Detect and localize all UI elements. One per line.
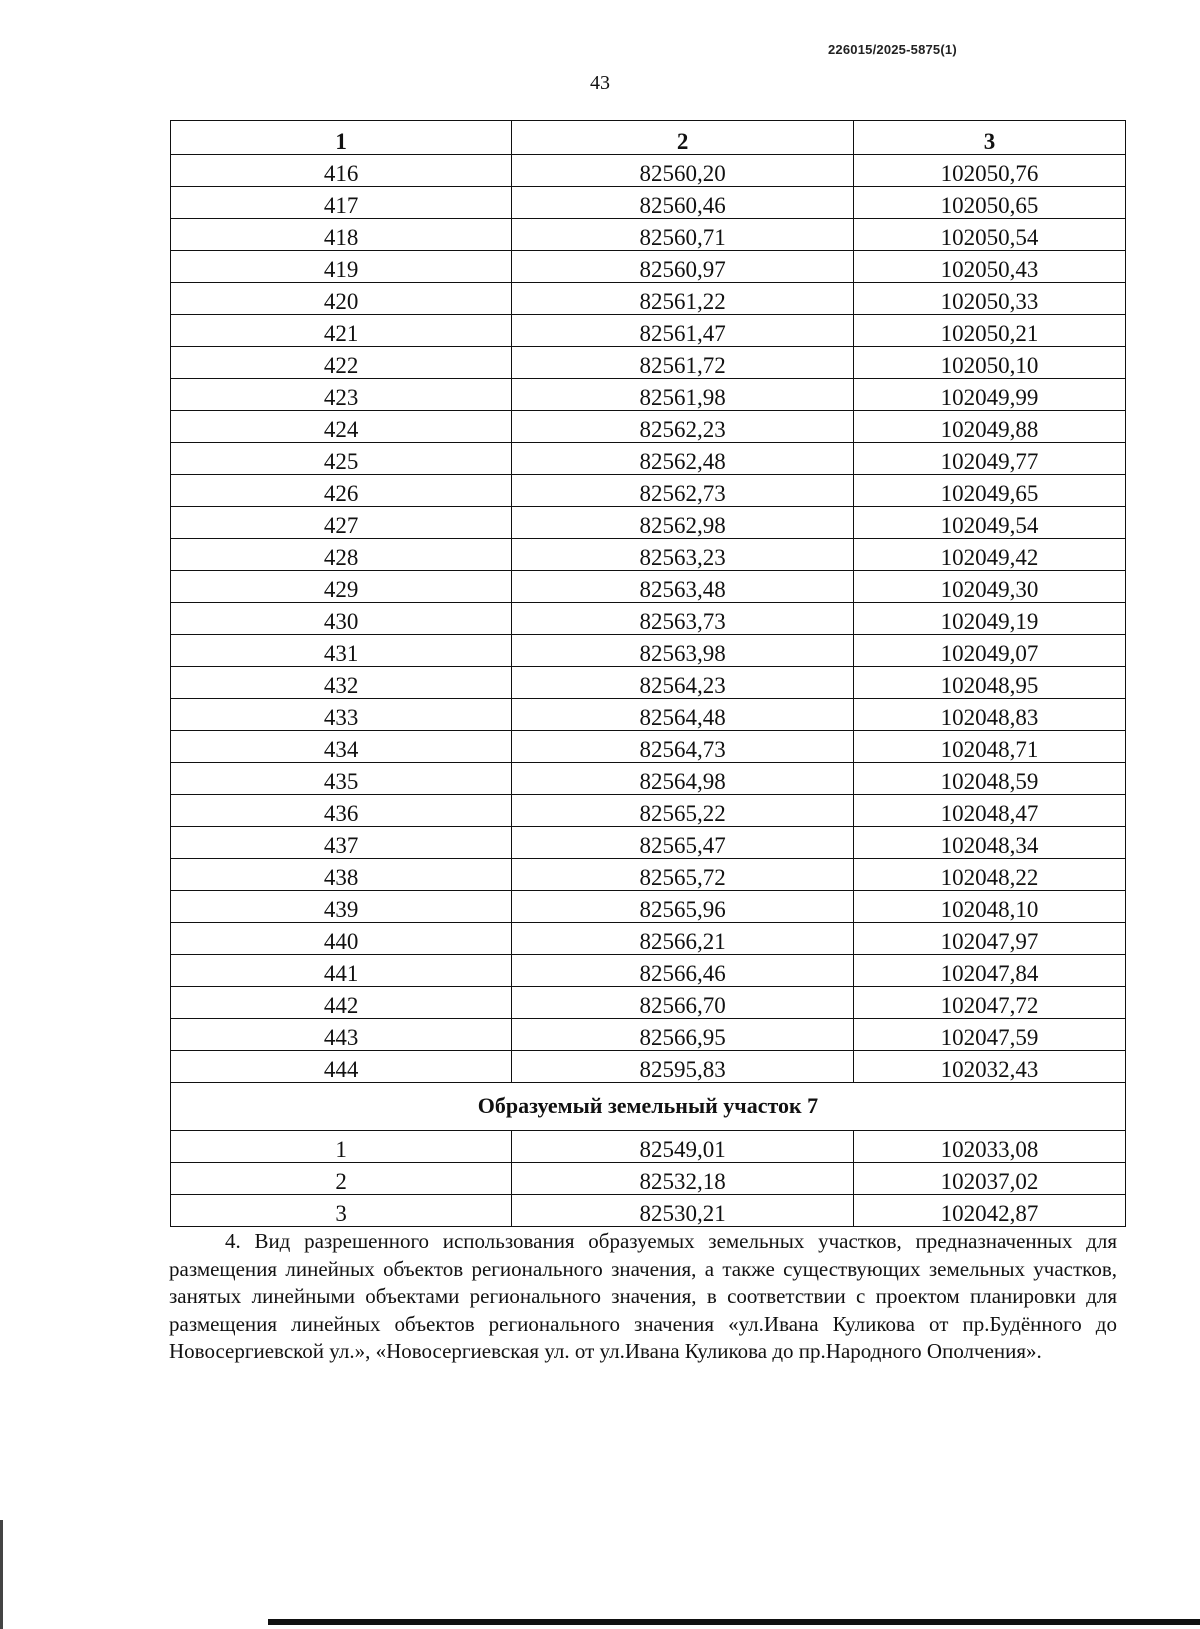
- point-number-cell: 419: [171, 251, 512, 283]
- x-coordinate-cell: 82560,20: [512, 155, 854, 187]
- point-number-cell: 439: [171, 891, 512, 923]
- table-row: [171, 731, 1126, 763]
- column-header-3: 3: [853, 121, 1125, 155]
- x-coordinate-cell: 82561,98: [512, 379, 854, 411]
- x-coordinate-cell: 82566,95: [512, 1019, 854, 1051]
- section-title: Образуемый земельный участок 7: [171, 1083, 1126, 1131]
- y-coordinate-cell: 102042,87: [853, 1195, 1125, 1227]
- y-coordinate-cell: 102050,65: [853, 187, 1125, 219]
- point-number-cell: 438: [171, 859, 512, 891]
- x-coordinate-cell: 82566,21: [512, 923, 854, 955]
- point-number-cell: 440: [171, 923, 512, 955]
- y-coordinate-cell: 102048,95: [853, 667, 1125, 699]
- y-coordinate-cell: 102049,54: [853, 507, 1125, 539]
- point-number-cell: 1: [171, 1131, 512, 1163]
- table-row: [171, 539, 1126, 571]
- y-coordinate-cell: 102049,65: [853, 475, 1125, 507]
- table-row: [171, 219, 1126, 251]
- x-coordinate-cell: 82563,23: [512, 539, 854, 571]
- x-coordinate-cell: 82563,48: [512, 571, 854, 603]
- point-number-cell: 423: [171, 379, 512, 411]
- scan-edge-mark: [0, 1520, 3, 1629]
- table-row: [171, 347, 1126, 379]
- x-coordinate-cell: 82530,21: [512, 1195, 854, 1227]
- table-row: [171, 251, 1126, 283]
- y-coordinate-cell: 102047,84: [853, 955, 1125, 987]
- y-coordinate-cell: 102048,34: [853, 827, 1125, 859]
- table-row: [171, 411, 1126, 443]
- x-coordinate-cell: 82560,71: [512, 219, 854, 251]
- point-number-cell: 422: [171, 347, 512, 379]
- table-row: [171, 987, 1126, 1019]
- y-coordinate-cell: 102050,10: [853, 347, 1125, 379]
- point-number-cell: 437: [171, 827, 512, 859]
- table-row: [171, 1019, 1126, 1051]
- y-coordinate-cell: 102048,10: [853, 891, 1125, 923]
- section-row: [171, 1083, 1126, 1131]
- table-row: [171, 763, 1126, 795]
- point-number-cell: 2: [171, 1163, 512, 1195]
- y-coordinate-cell: 102050,43: [853, 251, 1125, 283]
- y-coordinate-cell: 102049,99: [853, 379, 1125, 411]
- x-coordinate-cell: 82562,98: [512, 507, 854, 539]
- x-coordinate-cell: 82564,73: [512, 731, 854, 763]
- table-header-row: [171, 121, 1126, 155]
- y-coordinate-cell: 102050,76: [853, 155, 1125, 187]
- y-coordinate-cell: 102032,43: [853, 1051, 1125, 1083]
- x-coordinate-cell: 82560,46: [512, 187, 854, 219]
- y-coordinate-cell: 102049,19: [853, 603, 1125, 635]
- table-row: [171, 603, 1126, 635]
- y-coordinate-cell: 102049,88: [853, 411, 1125, 443]
- table-row: [171, 1163, 1126, 1195]
- y-coordinate-cell: 102033,08: [853, 1131, 1125, 1163]
- y-coordinate-cell: 102047,72: [853, 987, 1125, 1019]
- point-number-cell: 420: [171, 283, 512, 315]
- x-coordinate-cell: 82532,18: [512, 1163, 854, 1195]
- x-coordinate-cell: 82563,98: [512, 635, 854, 667]
- x-coordinate-cell: 82563,73: [512, 603, 854, 635]
- column-header-2: 2: [512, 121, 854, 155]
- point-number-cell: 442: [171, 987, 512, 1019]
- point-number-cell: 444: [171, 1051, 512, 1083]
- y-coordinate-cell: 102050,21: [853, 315, 1125, 347]
- point-number-cell: 433: [171, 699, 512, 731]
- x-coordinate-cell: 82562,23: [512, 411, 854, 443]
- x-coordinate-cell: 82560,97: [512, 251, 854, 283]
- table-row: [171, 315, 1126, 347]
- point-number-cell: 421: [171, 315, 512, 347]
- point-number-cell: 428: [171, 539, 512, 571]
- table-row: [171, 475, 1126, 507]
- y-coordinate-cell: 102050,33: [853, 283, 1125, 315]
- x-coordinate-cell: 82549,01: [512, 1131, 854, 1163]
- point-number-cell: 426: [171, 475, 512, 507]
- y-coordinate-cell: 102048,71: [853, 731, 1125, 763]
- point-number-cell: 436: [171, 795, 512, 827]
- y-coordinate-cell: 102048,22: [853, 859, 1125, 891]
- x-coordinate-cell: 82561,22: [512, 283, 854, 315]
- point-number-cell: 430: [171, 603, 512, 635]
- x-coordinate-cell: 82565,96: [512, 891, 854, 923]
- table-row: [171, 155, 1126, 187]
- table-row: [171, 379, 1126, 411]
- x-coordinate-cell: 82562,73: [512, 475, 854, 507]
- point-number-cell: 443: [171, 1019, 512, 1051]
- y-coordinate-cell: 102049,42: [853, 539, 1125, 571]
- table-row: [171, 283, 1126, 315]
- document-id: 226015/2025-5875(1): [828, 42, 957, 57]
- x-coordinate-cell: 82562,48: [512, 443, 854, 475]
- point-number-cell: 441: [171, 955, 512, 987]
- table-row: [171, 1051, 1126, 1083]
- table-row: [171, 891, 1126, 923]
- scan-bottom-line: [268, 1619, 1200, 1625]
- table-row: [171, 507, 1126, 539]
- y-coordinate-cell: 102048,83: [853, 699, 1125, 731]
- body-paragraph: 4. Вид разрешенного использования образуемых земельных участков, предназначенных для размещения линейных объектов регионального значения, а также существующих земельных участков, занятых линейными объектами регионального значения, в соответствии с проектом планировки для размещения линейных объектов регионального значения «ул.Ивана Куликова от пр.Будённого до Новосергиевской ул.», «Новосергиевская ул. от ул.Ивана Куликова до пр.Народного Ополчения».: [169, 1229, 1117, 1363]
- table-row: [171, 1195, 1126, 1227]
- point-number-cell: 416: [171, 155, 512, 187]
- point-number-cell: 417: [171, 187, 512, 219]
- y-coordinate-cell: 102048,47: [853, 795, 1125, 827]
- y-coordinate-cell: 102049,77: [853, 443, 1125, 475]
- point-number-cell: 435: [171, 763, 512, 795]
- y-coordinate-cell: 102037,02: [853, 1163, 1125, 1195]
- x-coordinate-cell: 82561,47: [512, 315, 854, 347]
- y-coordinate-cell: 102049,30: [853, 571, 1125, 603]
- y-coordinate-cell: 102050,54: [853, 219, 1125, 251]
- table-row: [171, 955, 1126, 987]
- point-number-cell: 427: [171, 507, 512, 539]
- point-number-cell: 431: [171, 635, 512, 667]
- y-coordinate-cell: 102049,07: [853, 635, 1125, 667]
- table-row: [171, 667, 1126, 699]
- x-coordinate-cell: 82565,72: [512, 859, 854, 891]
- x-coordinate-cell: 82595,83: [512, 1051, 854, 1083]
- table-row: [171, 859, 1126, 891]
- y-coordinate-cell: 102047,97: [853, 923, 1125, 955]
- column-header-1: 1: [171, 121, 512, 155]
- table-row: [171, 827, 1126, 859]
- x-coordinate-cell: 82565,47: [512, 827, 854, 859]
- x-coordinate-cell: 82566,46: [512, 955, 854, 987]
- table-row: [171, 187, 1126, 219]
- table-row: [171, 443, 1126, 475]
- y-coordinate-cell: 102047,59: [853, 1019, 1125, 1051]
- point-number-cell: 3: [171, 1195, 512, 1227]
- point-number-cell: 425: [171, 443, 512, 475]
- table-row: [171, 923, 1126, 955]
- table-row: [171, 635, 1126, 667]
- x-coordinate-cell: 82561,72: [512, 347, 854, 379]
- x-coordinate-cell: 82564,98: [512, 763, 854, 795]
- point-number-cell: 418: [171, 219, 512, 251]
- point-number-cell: 432: [171, 667, 512, 699]
- x-coordinate-cell: 82566,70: [512, 987, 854, 1019]
- point-number-cell: 434: [171, 731, 512, 763]
- x-coordinate-cell: 82564,23: [512, 667, 854, 699]
- table-row: [171, 795, 1126, 827]
- y-coordinate-cell: 102048,59: [853, 763, 1125, 795]
- point-number-cell: 429: [171, 571, 512, 603]
- x-coordinate-cell: 82565,22: [512, 795, 854, 827]
- coordinates-table: [170, 120, 1126, 1227]
- table-row: [171, 571, 1126, 603]
- point-number-cell: 424: [171, 411, 512, 443]
- page-number: 43: [590, 72, 610, 94]
- table-row: [171, 699, 1126, 731]
- table-row: [171, 1131, 1126, 1163]
- x-coordinate-cell: 82564,48: [512, 699, 854, 731]
